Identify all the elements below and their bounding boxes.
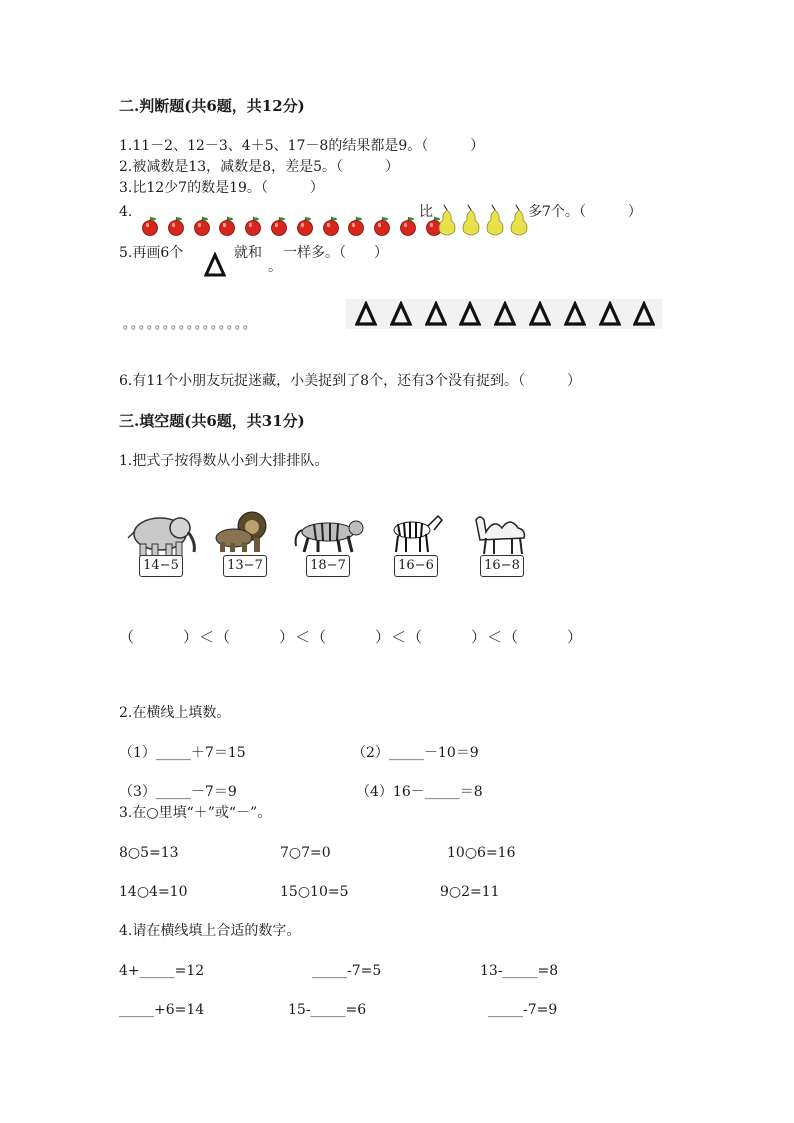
order-answer-row[interactable]: （ ）＜（ ）＜（ ）＜（ ）＜（ ）: [119, 628, 584, 646]
operator-item-4[interactable]: 14○4=10: [119, 884, 188, 900]
triangle-icon: [494, 301, 516, 327]
apple-icon: [372, 216, 392, 236]
triangle-icon: [599, 301, 621, 327]
circle-icon: 。: [268, 259, 282, 275]
fill-item-4[interactable]: （4）16－_____＝8: [356, 784, 483, 800]
blank-item-3[interactable]: 13-_____=8: [480, 963, 559, 979]
triangle-icon: [355, 301, 377, 327]
s2-question-5-c: 一样多。（ ）: [283, 245, 388, 261]
pear-icon: [458, 204, 484, 238]
blank-item-6[interactable]: _____-7=9: [488, 1002, 558, 1018]
apple-icon: [398, 216, 418, 236]
triangle-icon: [633, 301, 655, 327]
apple-icon: [192, 216, 212, 236]
fill-item-2[interactable]: （2）_____－10＝9: [352, 745, 479, 761]
operator-item-2[interactable]: 7○7=0: [280, 845, 331, 861]
s2-question-5-b: 就和: [234, 245, 262, 261]
s2-question-2: 2.被减数是13，减数是8，差是5。（ ）: [119, 159, 399, 175]
section2-title: 二.判断题(共6题，共12分): [119, 97, 305, 115]
apple-icon: [346, 216, 366, 236]
expression-box-4: 16−6: [394, 555, 438, 577]
apple-icon: [217, 216, 237, 236]
fill-item-1[interactable]: （1）_____＋7＝15: [119, 745, 246, 761]
operator-item-5[interactable]: 15○10=5: [280, 884, 349, 900]
triangle-icon: [425, 301, 447, 327]
apple-icon: [243, 216, 263, 236]
apple-icon: [140, 216, 160, 236]
circle-row: 。。。。。。。。。。。。。。。。: [123, 317, 258, 332]
apple-icon: [269, 216, 289, 236]
expression-box-2: 13−7: [223, 555, 267, 577]
s3-question-3: 3.在○里填“＋”或“－”。: [119, 805, 272, 821]
expression-box-3: 18−7: [306, 555, 350, 577]
blank-item-1[interactable]: 4+_____=12: [119, 963, 205, 979]
s2-question-3: 3.比12少7的数是19。（ ）: [119, 180, 324, 196]
pear-icon: [434, 204, 460, 238]
zebra-icon: [384, 512, 446, 554]
s2-question-5-a: 5.再画6个: [119, 245, 184, 261]
blank-item-2[interactable]: _____-7=5: [312, 963, 382, 979]
pear-icon: [482, 204, 508, 238]
triangle-icon: [564, 301, 586, 327]
s2-question-4-mid: 比: [419, 204, 433, 220]
triangle-icon: [529, 301, 551, 327]
expression-box-5: 16−8: [480, 555, 524, 577]
elephant-icon: [126, 512, 202, 558]
apple-icon: [166, 216, 186, 236]
operator-item-6[interactable]: 9○2=11: [440, 884, 500, 900]
s3-question-2: 2.在横线上填数。: [119, 705, 231, 721]
triangle-row: [346, 299, 662, 329]
camel-icon: [470, 512, 534, 556]
s2-question-4-prefix: 4.: [119, 204, 133, 220]
s2-question-4-suffix: 多7个。（ ）: [528, 204, 642, 220]
section3-title: 三.填空题(共6题，共31分): [119, 412, 305, 430]
triangle-icon: [459, 301, 481, 327]
operator-item-3[interactable]: 10○6=16: [447, 845, 516, 861]
fill-item-3[interactable]: （3）_____－7＝9: [119, 784, 237, 800]
blank-item-5[interactable]: 15-_____=6: [288, 1002, 367, 1018]
expression-box-1: 14−5: [139, 555, 183, 577]
blank-item-4[interactable]: _____+6=14: [119, 1002, 205, 1018]
apple-icon: [295, 216, 315, 236]
tiger-icon: [292, 516, 368, 554]
s3-question-4: 4.请在横线填上合适的数字。: [119, 923, 301, 939]
s2-question-1: 1.11－2、12－3、4＋5、17－8的结果都是9。（ ）: [119, 138, 485, 154]
s3-question-1: 1.把式子按得数从小到大排排队。: [119, 453, 329, 469]
s2-question-6: 6.有11个小朋友玩捉迷藏，小美捉到了8个，还有3个没有捉到。（ ）: [119, 373, 581, 389]
triangle-icon: [390, 301, 412, 327]
apple-icon: [321, 216, 341, 236]
lion-icon: [212, 510, 270, 554]
operator-item-1[interactable]: 8○5=13: [119, 845, 179, 861]
triangle-icon: [204, 252, 226, 278]
